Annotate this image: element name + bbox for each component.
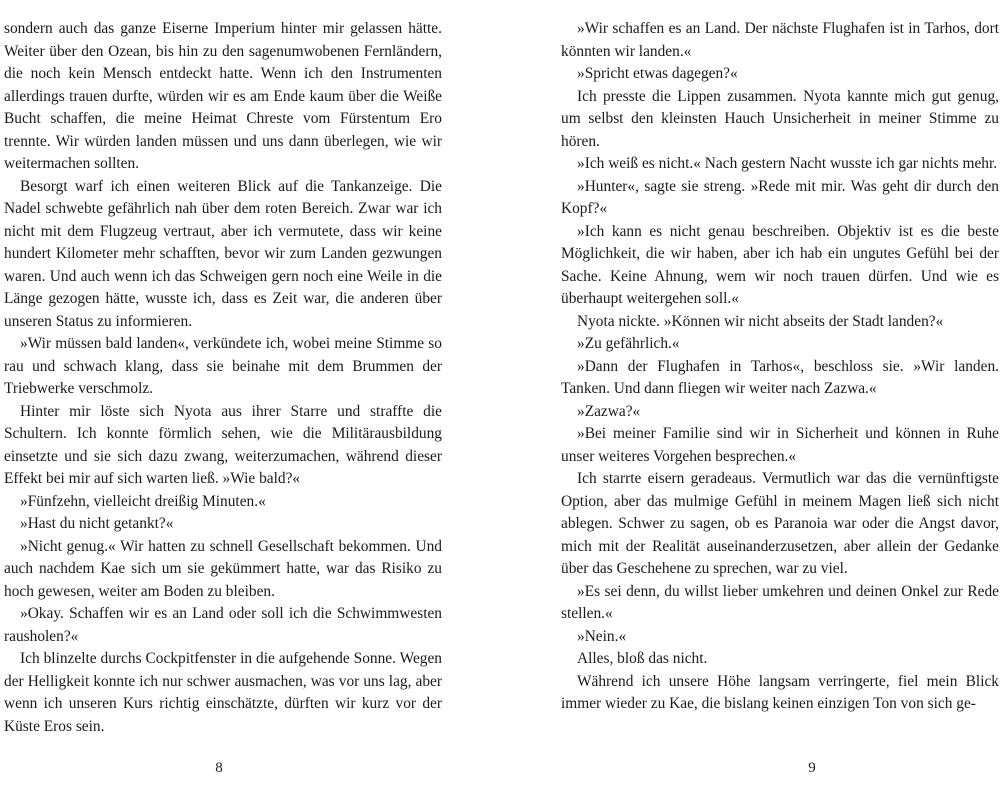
paragraph: »Zazwa?« <box>577 402 641 420</box>
paragraph: Alles, bloß das nicht. <box>577 650 708 667</box>
paragraph: »Ich weiß es nicht.« Nach gestern Nacht wusste ich gar nichts mehr. <box>577 155 998 172</box>
paragraph: Ich blinzelte durchs Cockpitfenster in die aufgehende Sonne. Wegen der Helligkeit konnte ich nur schwer ausmachen, was vor uns lag, aber wenn ich unseren Kurs richtig einschätzte, dürften wir kurz vor der Küste Eros sein. <box>4 650 442 735</box>
paragraph: Während ich unsere Höhe langsam verringerte, fiel mein Blick immer wieder zu Kae, die bislang keinen einzigen Ton von sich ge- <box>561 672 999 712</box>
paragraph: Ich presste die Lippen zusammen. Nyota kannte mich gut genug, um selbst den kleinsten Hauch Unsicherheit in meiner Stimme zu hören. <box>561 87 999 150</box>
paragraph: »Wir schaffen es an Land. Der nächste Flughafen ist in Tarhos, dort könnten wir landen.« <box>561 20 999 60</box>
right-page <box>561 18 999 716</box>
paragraph: »Hast du nicht getankt?« <box>20 515 174 532</box>
paragraph: »Okay. Schaffen wir es an Land oder soll ich die Schwimmwesten rausholen?« <box>4 605 442 645</box>
paragraph: »Ich kann es nicht genau beschreiben. Objektiv ist es die beste Möglichkeit, die wir haben, aber ich hab ein ungutes Gefühl bei der Sache. Keine Ahnung, wem wir noch trauen dürfen. Und wie es überhaupt weitergehen soll.« <box>561 222 999 307</box>
paragraph: »Nicht genug.« Wir hatten zu schnell Gesellschaft bekommen. Und auch nachdem Kae sich um sie gekümmert hatte, war das Risiko zu hoch gewesen, weiter am Boden zu bleiben. <box>4 537 442 600</box>
paragraph: »Bei meiner Familie sind wir in Sicherheit und können in Ruhe unser weiteres Vorgehen besprechen.« <box>561 425 999 465</box>
paragraph: »Fünfzehn, vielleicht dreißig Minuten.« <box>20 492 266 510</box>
paragraph: Hinter mir löste sich Nyota aus ihrer Starre und straffte die Schultern. Ich konnte förmlich sehen, wie die Militärausbildung einsetzte und sie sich dazu zwang, weiterzumachen, während dieser Effekt bei mir auf sich warten ließ. »Wie bald?« <box>4 402 442 487</box>
paragraph: Ich starrte eisern geradeaus. Vermutlich war das die vernünftigste Option, aber das mulmige Gefühl in meinem Magen ließ sich nicht ablegen. Schwer zu sagen, ob es Paranoia war oder die Angst davor, mich mit der Realität auseinanderzusetzen, aber allein der Gedanke über das Geschehene zu sprechen, war zu viel. <box>561 470 999 577</box>
paragraph: Nyota nickte. »Können wir nicht abseits der Stadt landen?« <box>577 312 944 330</box>
paragraph: sondern auch das ganze Eiserne Imperium hinter mir gelassen hätte. Weiter über den Ozean, bis hin zu den sagenumwobenen Fernländern, die noch kein Mensch entdeckt hatte. Wenn ich den Instrumenten allerdings trauen durfte, würden wir es am Ende kaum über die Weiße Bucht schaffen, die meine Heimat Chreste vom Fürstentum Ero trennte. Wir würden landen müssen und uns dann überlegen, wie wir weitermachen sollten. <box>4 20 442 172</box>
paragraph: »Nein.« <box>577 627 627 645</box>
paragraph: »Zu gefährlich.« <box>577 335 680 352</box>
paragraph: »Es sei denn, du willst lieber umkehren und deinen Onkel zur Rede stellen.« <box>561 582 999 622</box>
page-number-right: 9 <box>808 760 816 776</box>
left-page <box>4 18 442 738</box>
paragraph: »Wir müssen bald landen«, verkündete ich, wobei meine Stimme so rau und schwach klang, dass sie beinahe mit dem Brummen der Triebwerke verschmolz. <box>4 335 442 397</box>
page-number-left: 8 <box>215 760 223 776</box>
paragraph: Besorgt warf ich einen weiteren Blick auf die Tankanzeige. Die Nadel schwebte gefährlich nah über dem roten Bereich. Zwar war ich nicht mit dem Flugzeug vertraut, aber ich vermutete, dass wir keine hundert Kilometer mehr schafften, bevor wir zum Landen gezwungen waren. Und auch wenn ich das Schweigen gern noch eine Weile in die Länge gezogen hätte, wusste ich, dass es Zeit war, die anderen über unseren Status zu informieren. <box>4 177 442 330</box>
paragraph: »Hunter«, sagte sie streng. »Rede mit mir. Was geht dir durch den Kopf?« <box>561 177 999 217</box>
paragraph: »Spricht etwas dagegen?« <box>577 65 738 82</box>
paragraph: »Dann der Flughafen in Tarhos«, beschloss sie. »Wir landen. Tanken. Und dann fliegen wir weiter nach Zazwa.« <box>561 357 999 397</box>
